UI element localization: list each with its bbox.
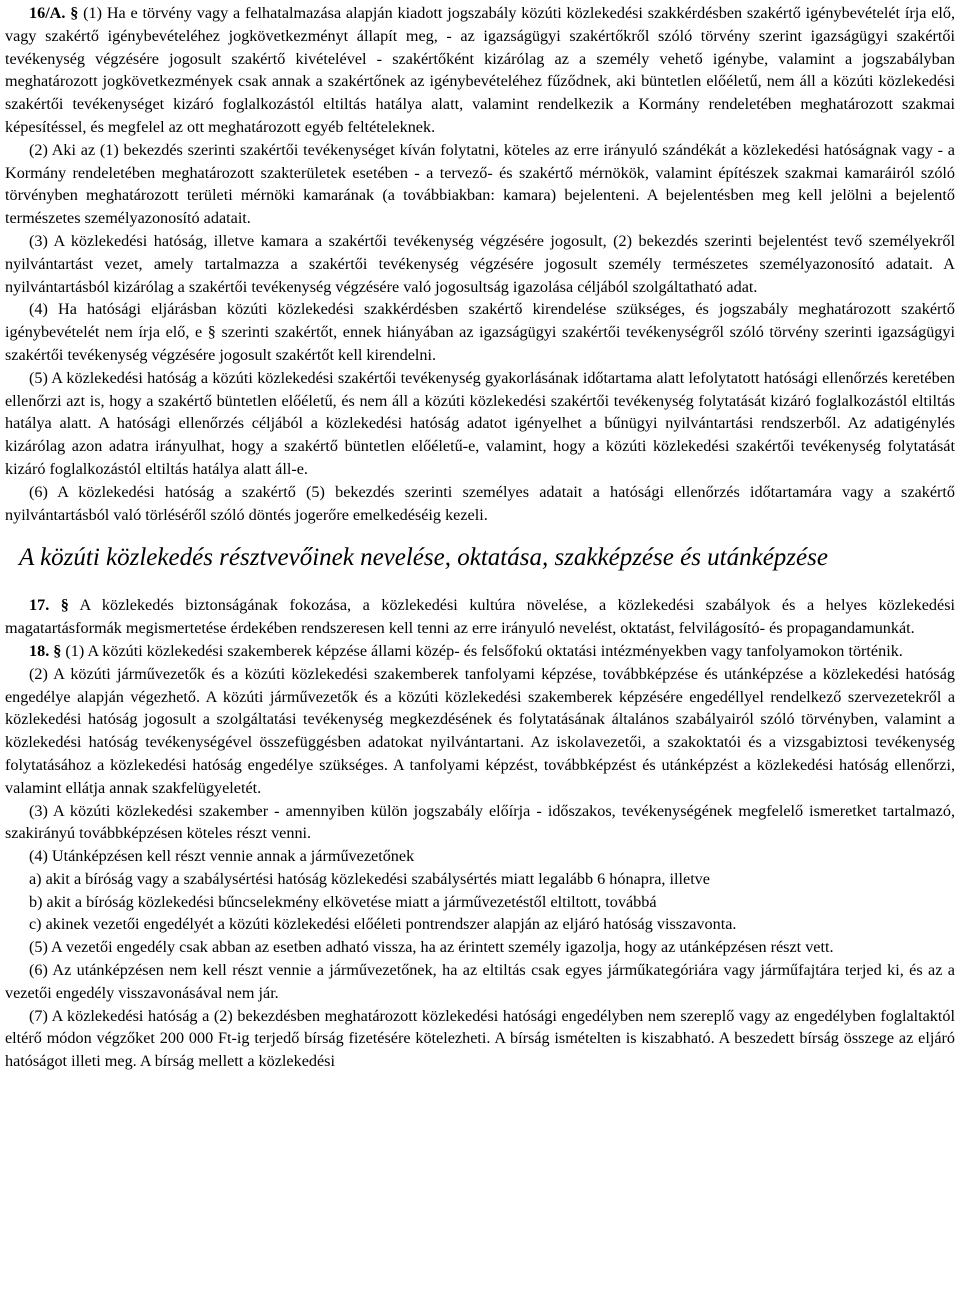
section-18-item-a: a) akit a bíróság vagy a szabálysértési hatóság közlekedési szabálysértés miatt legalább 6 hónapra, illetve bbox=[29, 869, 710, 888]
section-18-paragraph-6: (6) Az utánképzésen nem kell részt vennie a járművezetőnek, ha az eltiltás csak egyes járműkategóriára vagy járműfajtára terjed ki, és az a vezetői engedély visszavonásával nem jár. bbox=[5, 961, 955, 1002]
section-18-item-c: c) akinek vezetői engedélyét a közúti közlekedési előéleti pontrendszer alapján az eljáró hatóság visszavonta. bbox=[29, 915, 737, 934]
section-17-paragraph bbox=[5, 594, 955, 640]
section-18-paragraph-5: (5) A vezetői engedély csak abban az esetben adható vissza, ha az érintett személy igazolja, hogy az utánképzésen részt vett. bbox=[29, 938, 834, 957]
section-number: 18. § bbox=[29, 641, 62, 660]
section-16a-paragraph-1 bbox=[5, 2, 955, 139]
section-18-paragraph-1 bbox=[5, 640, 955, 663]
section-18-paragraph-4: (4) Utánképzésen kell részt vennie annak a járművezetőnek bbox=[29, 847, 415, 866]
section-18-paragraph-2: (2) A közúti járművezetők és a közúti közlekedési szakemberek tanfolyami képzése, továbbképzése és utánképzése a közlekedési hatóság engedélye alapján végezhető. A közúti járművezetők és a közúti közlekedési szakemberek képzésére engedéllyel rendelkező szervezetekről a közlekedési hatóság jogosult a szolgáltatási tevékenység megkezdésének és folytatásának általános szabályairól szóló törvényben, valamint a közlekedési hatóság tevékenységével összefüggésben adatokat nyilvántartani. Az iskolavezetői, a szakoktatói és a vizsgabiztosi tevékenység folytatásához a közlekedési hatóság engedélye szükséges. A tanfolyami képzést, továbbképzést és utánképzést a közlekedési hatóság ellenőrzi, valamint ellátja annak szakfelügyeletét. bbox=[5, 664, 955, 797]
section-18-item-b: b) akit a bíróság közlekedési bűncselekmény elkövetése miatt a járművezetéstől eltiltott, továbbá bbox=[29, 892, 657, 911]
section-number: 17. § bbox=[29, 596, 69, 615]
paragraph-text: (1) A közúti közlekedési szakemberek képzése állami közép- és felsőfokú oktatási intézményekben vagy tanfolyamokon történik. bbox=[65, 641, 903, 660]
section-16a-paragraph-6: (6) A közlekedési hatóság a szakértő (5) bekezdés szerinti személyes adatait a hatósági ellenőrzés időtartamára vagy a szakértő nyilvántartásból való törléséről szóló döntés jogerőre emelkedéséig kezeli. bbox=[5, 482, 955, 524]
section-16a-paragraph-3: (3) A közlekedési hatóság, illetve kamara a szakértői tevékenység végzésére jogosult, (2) bekezdés szerinti bejelentést tevő személyekről nyilvántartást vezet, amely tartalmazza a szakértői tevékenység végzésére jogosult személy természetes személyazonosító adatait. A nyilvántartásból kizárólag a szakértői tevékenység végzésére való jogosultság igazolása céljából szolgáltatható adat. bbox=[5, 231, 955, 296]
section-16a-paragraph-5: (5) A közlekedési hatóság a közúti közlekedési szakértői tevékenység gyakorlásának időtartama alatt lefolytatott hatósági ellenőrzés keretében ellenőrzi azt is, hogy a szakértő büntetlen előéletű, és nem áll a közúti közlekedési szakértői tevékenység folytatását kizáró foglalkozástól eltiltás hatálya alatt. A hatósági ellenőrzés céljából a közlekedési hatóság adatot igényelhet a bűnügyi nyilvántartási rendszerből. Az adatigénylés kizárólag azon adatra irányulhat, hogy a szakértő büntetlen előéletű-e, valamint, hogy a közúti közlekedési szakértői tevékenység folytatását kizáró foglalkozástól eltiltás hatálya alatt áll-e. bbox=[5, 368, 955, 478]
section-16a-paragraph-4: (4) Ha hatósági eljárásban közúti közlekedési szakkérdésben szakértő kirendelése szükséges, és jogszabály meghatározott szakértő igénybevételét nem írja elő, e § szerinti szakértőt, ennek hiányában az igazságügyi szakértői tevékenységről szóló törvény szerinti igazságügyi szakértői tevékenység végzésére jogosult szakértőt kell kirendelni. bbox=[5, 300, 955, 364]
section-18-paragraph-7: (7) A közlekedési hatóság a (2) bekezdésben meghatározott közlekedési hatósági engedélyben nem szereplő vagy az engedélyben foglaltaktól eltérő módon végzőket 200 000 Ft-ig terjedő bírság fizetésére kötelezheti. A bírság ismételten is kiszabható. A beszedett bírság összege az eljáró hatóságot illeti meg. A bírság mellett a közlekedési bbox=[5, 1006, 955, 1071]
paragraph-text: (1) Ha e törvény vagy a felhatalmazása alapján kiadott jogszabály közúti közlekedési szakkérdésben szakértő igénybevételét írja elő, vagy szakértő igénybevételéhez jogkövetkezményt állapít meg, - az igazságügyi szakértőkről szóló törvény szerint igazságügyi szakértői tevékenység végzésére jogosult szakértő kivételével - szakértőként kizárólag az a személy vehető igénybe, valamint a jogszabályban meghatározott jogkövetkezmények csak annak a szakértőnek az igénybevételéhez fűződnek, aki büntetlen előéletű, nem áll a közúti közlekedési szakértői tevékenységet kizáró foglalkozástól eltiltás hatálya alatt, valamint rendelkezik a Kormány rendeletében meghatározott szakmai képesítéssel, és megfelel az ott meghatározott egyéb feltételeknek. bbox=[5, 4, 956, 136]
section-18-paragraph-3: (3) A közúti közlekedési szakember - amennyiben külön jogszabály előírja - időszakos, tevékenységének megfelelő ismeretket tartalmazó, szakirányú továbbképzésen köteles részt venni. bbox=[5, 801, 955, 843]
section-16a-paragraph-2: (2) Aki az (1) bekezdés szerinti szakértői tevékenységet kíván folytatni, köteles az erre irányuló szándékát a közlekedési hatóságnak vagy - a Kormány rendeletében meghatározott szakterületek esetében - a tervező- és szakértő mérnökök, valamint építészek szakmai kamaráiról szóló törvényben meghatározott területi mérnöki kamarának (a továbbiakban: kamara) bejelenteni. A bejelentésben meg kell jelölni a bejelentő természetes személyazonosító adatait. bbox=[5, 140, 955, 228]
chapter-heading: A közúti közlekedés résztvevőinek nevelése, oktatása, szakképzése és utánképzése bbox=[19, 544, 828, 572]
section-number: 16/A. § bbox=[29, 4, 79, 22]
paragraph-text: A közlekedés biztonságának fokozása, a közlekedési kultúra növelése, a közlekedési szabályok és a helyes közlekedési magatartásformák megismertetése érdekében rendszeresen kell tenni az erre irányuló nevelést, oktatást, felvilágosító- és propagandamunkát. bbox=[5, 596, 955, 638]
